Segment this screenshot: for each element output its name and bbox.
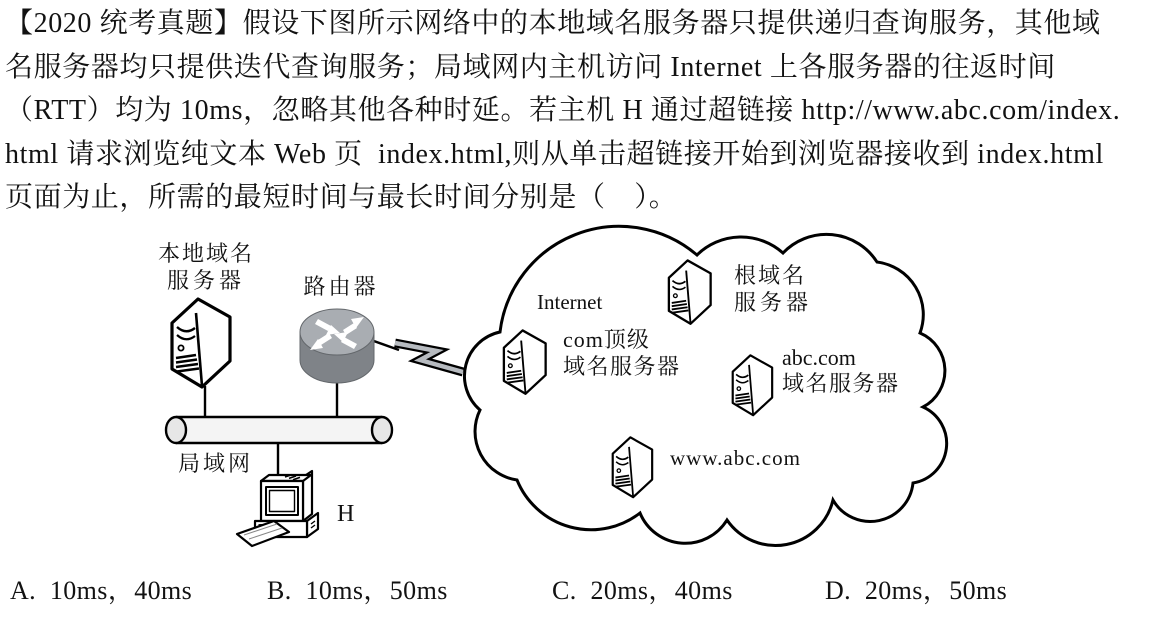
option-a: A. 10ms，40ms [10,576,193,605]
local-dns-server-icon [172,299,230,387]
label-abc-dns-line1: abc.com [782,345,856,370]
label-router: 路由器 [303,274,379,299]
label-abc-dns-line2: 域名服务器 [782,371,900,396]
label-local-dns-line1: 本地域名 [157,241,255,266]
bus-left-cap [166,417,186,443]
question-line-5: 页面为止，所需的最短时间与最长时间分别是（ ）。 [5,182,678,213]
option-c: C. 20ms，40ms [552,576,733,605]
label-lan: 局域网 [178,451,254,476]
question-line-2: 名服务器均只提供迭代查询服务；局域网内主机访问 Internet 上各服务器的往返时间 [5,51,1056,83]
label-root-dns-line2: 服务器 [734,290,813,315]
label-internet: Internet [537,290,603,314]
label-com-tld-line1: com顶级 [563,327,650,352]
question-line-1: 【2020 统考真题】假设下图所示网络中的本地域名服务器只提供递归查询服务，其他域 [5,8,1101,39]
label-host-h: H [337,501,355,527]
label-www-server: www.abc.com [670,446,801,470]
router-icon [300,309,374,383]
option-d: D. 20ms，50ms [825,576,1008,605]
option-b: B. 10ms，50ms [267,576,448,605]
host-computer-icon [237,471,318,546]
lan-bus [166,417,392,443]
lightning-link [395,343,463,372]
label-root-dns-line1: 根域名 [734,263,807,288]
label-com-tld-line2: 域名服务器 [563,354,681,379]
label-local-dns-line2: 服务器 [166,268,246,293]
question-line-3: （RTT）均为 10ms，忽略其他各种时延。若主机 H 通过超链接 http://www.abc.com/index. [5,95,1121,126]
bus-right-cap [372,417,392,443]
question-line-4: html 请求浏览纯文本 Web 页 index.html,则从单击超链接开始到浏览器接收到 index.html [5,138,1104,170]
